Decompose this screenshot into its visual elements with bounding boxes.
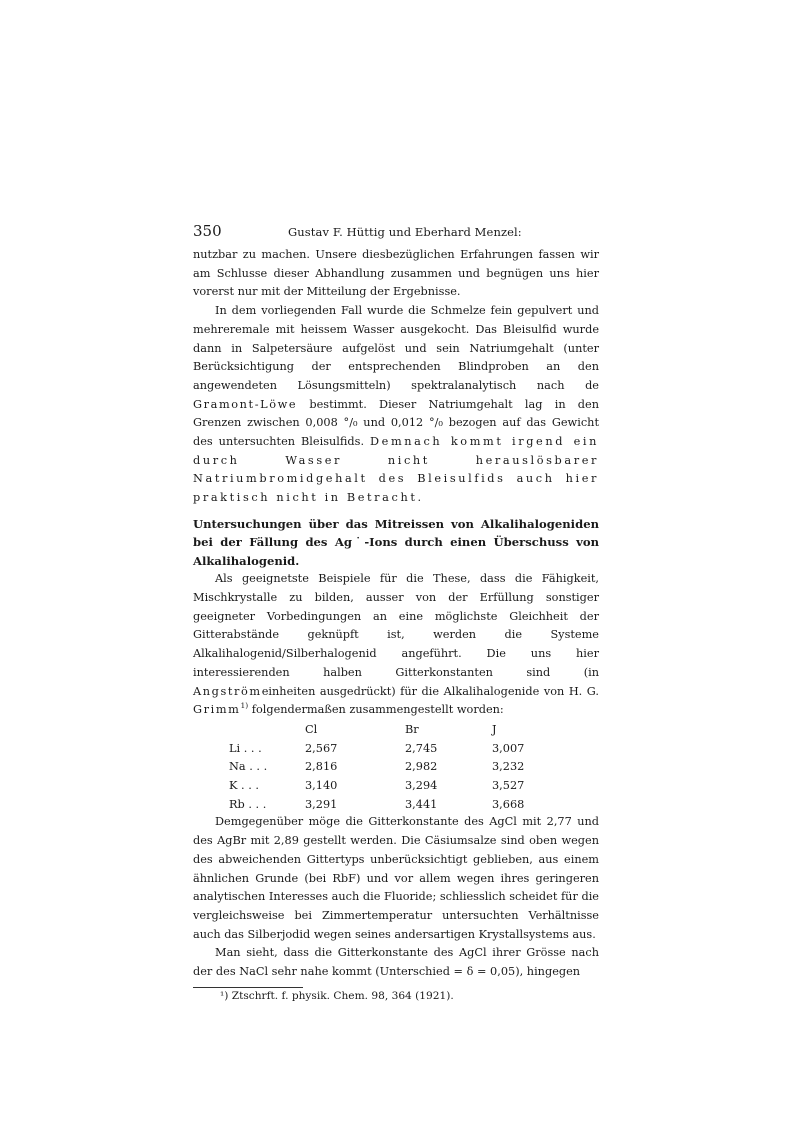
table-cell: 2,982 [405, 760, 438, 774]
table-cell: Li . . . [229, 741, 262, 755]
page-content [193, 222, 599, 1002]
table-cell: 3,294 [405, 778, 438, 792]
table-cell: 2,567 [305, 741, 338, 755]
table-row [229, 776, 562, 795]
table-row [229, 739, 562, 758]
paragraph-2-text-a: In dem vorliegenden Fall wurde die Schmelze fein gepulvert und mehreremale mit heissem Wasser ausgekocht. Das Bleisulfid wurde dann in Salpetersäure aufgelöst und sein Natriumgehalt (unter Berücksichtigung der entsprechenden Blindproben an den angewendeten Lösungsmitteln) spektralanalytisch nach de [193, 304, 599, 392]
table-cell: 3,527 [492, 778, 525, 792]
footnote-rule [193, 987, 303, 988]
table-row [229, 757, 562, 776]
paragraph-4: Demgegenüber möge die Gitterkonstante des AgCl mit 2,77 und des AgBr mit 2,89 gestellt werden. Die Cäsiumsalze sind oben wegen des abweichenden Gittertyps unberücksichtigt geblieben, aus einem ähnlichen Grunde (bei RbF) und vor allem wegen ihres geringeren analytischen Interesses auch die Fluoride; schliesslich scheidet für die vergleichsweise bei Zimmertemperatur untersuchten Verhältnisse auch das Silberjodid wegen seines andersartigen Krystallsystems aus. [193, 815, 599, 941]
table-header-cell [229, 720, 305, 739]
table-row [229, 795, 562, 814]
table-cell: 3,007 [492, 741, 525, 755]
paragraph-3-text-a: Als geeignetste Beispiele für die These, dass die Fähigkeit, Mischkrystalle zu bilden, ausser von der Erfüllung sonstiger geeigneter Vorbedingungen an eine möglichste Gleichheit der Gitterabstände geknüpft ist, werden die Systeme Alkalihalogenid/Silberhalogenid angeführt. Die uns hier interessierenden halben Gitterkonstanten sind (in [193, 572, 599, 679]
paragraph-3-text-c: folgendermaßen zusammengestellt worden: [248, 703, 504, 717]
running-head: Gustav F. Hüttig und Eberhard Menzel: [288, 225, 522, 239]
table-cell: 3,232 [492, 760, 525, 774]
footnote-marker: 1) [240, 701, 249, 711]
table-cell: 3,441 [405, 797, 438, 811]
table-cell: 2,816 [305, 760, 338, 774]
paragraph-3-text-b: einheiten ausgedrückt) für die Alkalihalogenide von H. G. [261, 684, 599, 698]
table-cell: 3,291 [305, 797, 338, 811]
section-heading: Untersuchungen über das Mitreissen von Alkalihalogeniden bei der Fällung des Ag˙-Ions durch einen Überschuss von Alkalihalogenid. [193, 516, 599, 568]
footnote: ¹) Ztschrft. f. physik. Chem. 98, 364 (1921). [220, 989, 454, 1002]
table-cell: 3,140 [305, 778, 338, 792]
table-header-cell: Br [405, 722, 419, 736]
table-cell: 3,668 [492, 797, 525, 811]
table-cell: 2,745 [405, 741, 438, 755]
paragraph-3 [193, 570, 599, 720]
paragraph-2 [193, 302, 599, 508]
author-grimm: Grimm [193, 703, 241, 717]
table-cell: Rb . . . [229, 797, 267, 811]
table-header-cell: J [492, 722, 497, 736]
page-number: 350 [193, 222, 222, 240]
emphasized-conclusion: Demnach kommt irgend ein durch Wasser nicht herauslösbarer Natriumbromidgehalt des Bleisulfids auch hier praktisch nicht in Betracht. [193, 435, 599, 505]
paragraph-5: Man sieht, dass die Gitterkonstante des AgCl ihrer Grösse nach der des NaCl sehr nahe kommt (Unterschied = δ = 0,05), hingegen [193, 946, 599, 979]
lattice-constant-table [229, 720, 562, 813]
table-cell: Na . . . [229, 760, 268, 774]
page-header [193, 222, 599, 246]
table-header-row [229, 720, 562, 739]
angstroem-term: Angström [193, 684, 262, 698]
paragraph-2-text-b: bestimmt. Dieser Natriumgehalt lag in den Grenzen zwischen 0,008 °/₀ und 0,012 °/₀ bezogen auf das Gewicht des untersuchten Bleisulfids. [193, 397, 599, 449]
author-gramont-loewe: Gramont-Löwe [193, 397, 298, 411]
table-header-cell: Cl [305, 722, 318, 736]
paragraph-1: nutzbar zu machen. Unsere diesbezüglichen Erfahrungen fassen wir am Schlusse dieser Abhandlung zusammen und begnügen uns hier vorerst nur mit der Mitteilung der Ergebnisse. [193, 248, 599, 299]
table-cell: K . . . [229, 778, 259, 792]
